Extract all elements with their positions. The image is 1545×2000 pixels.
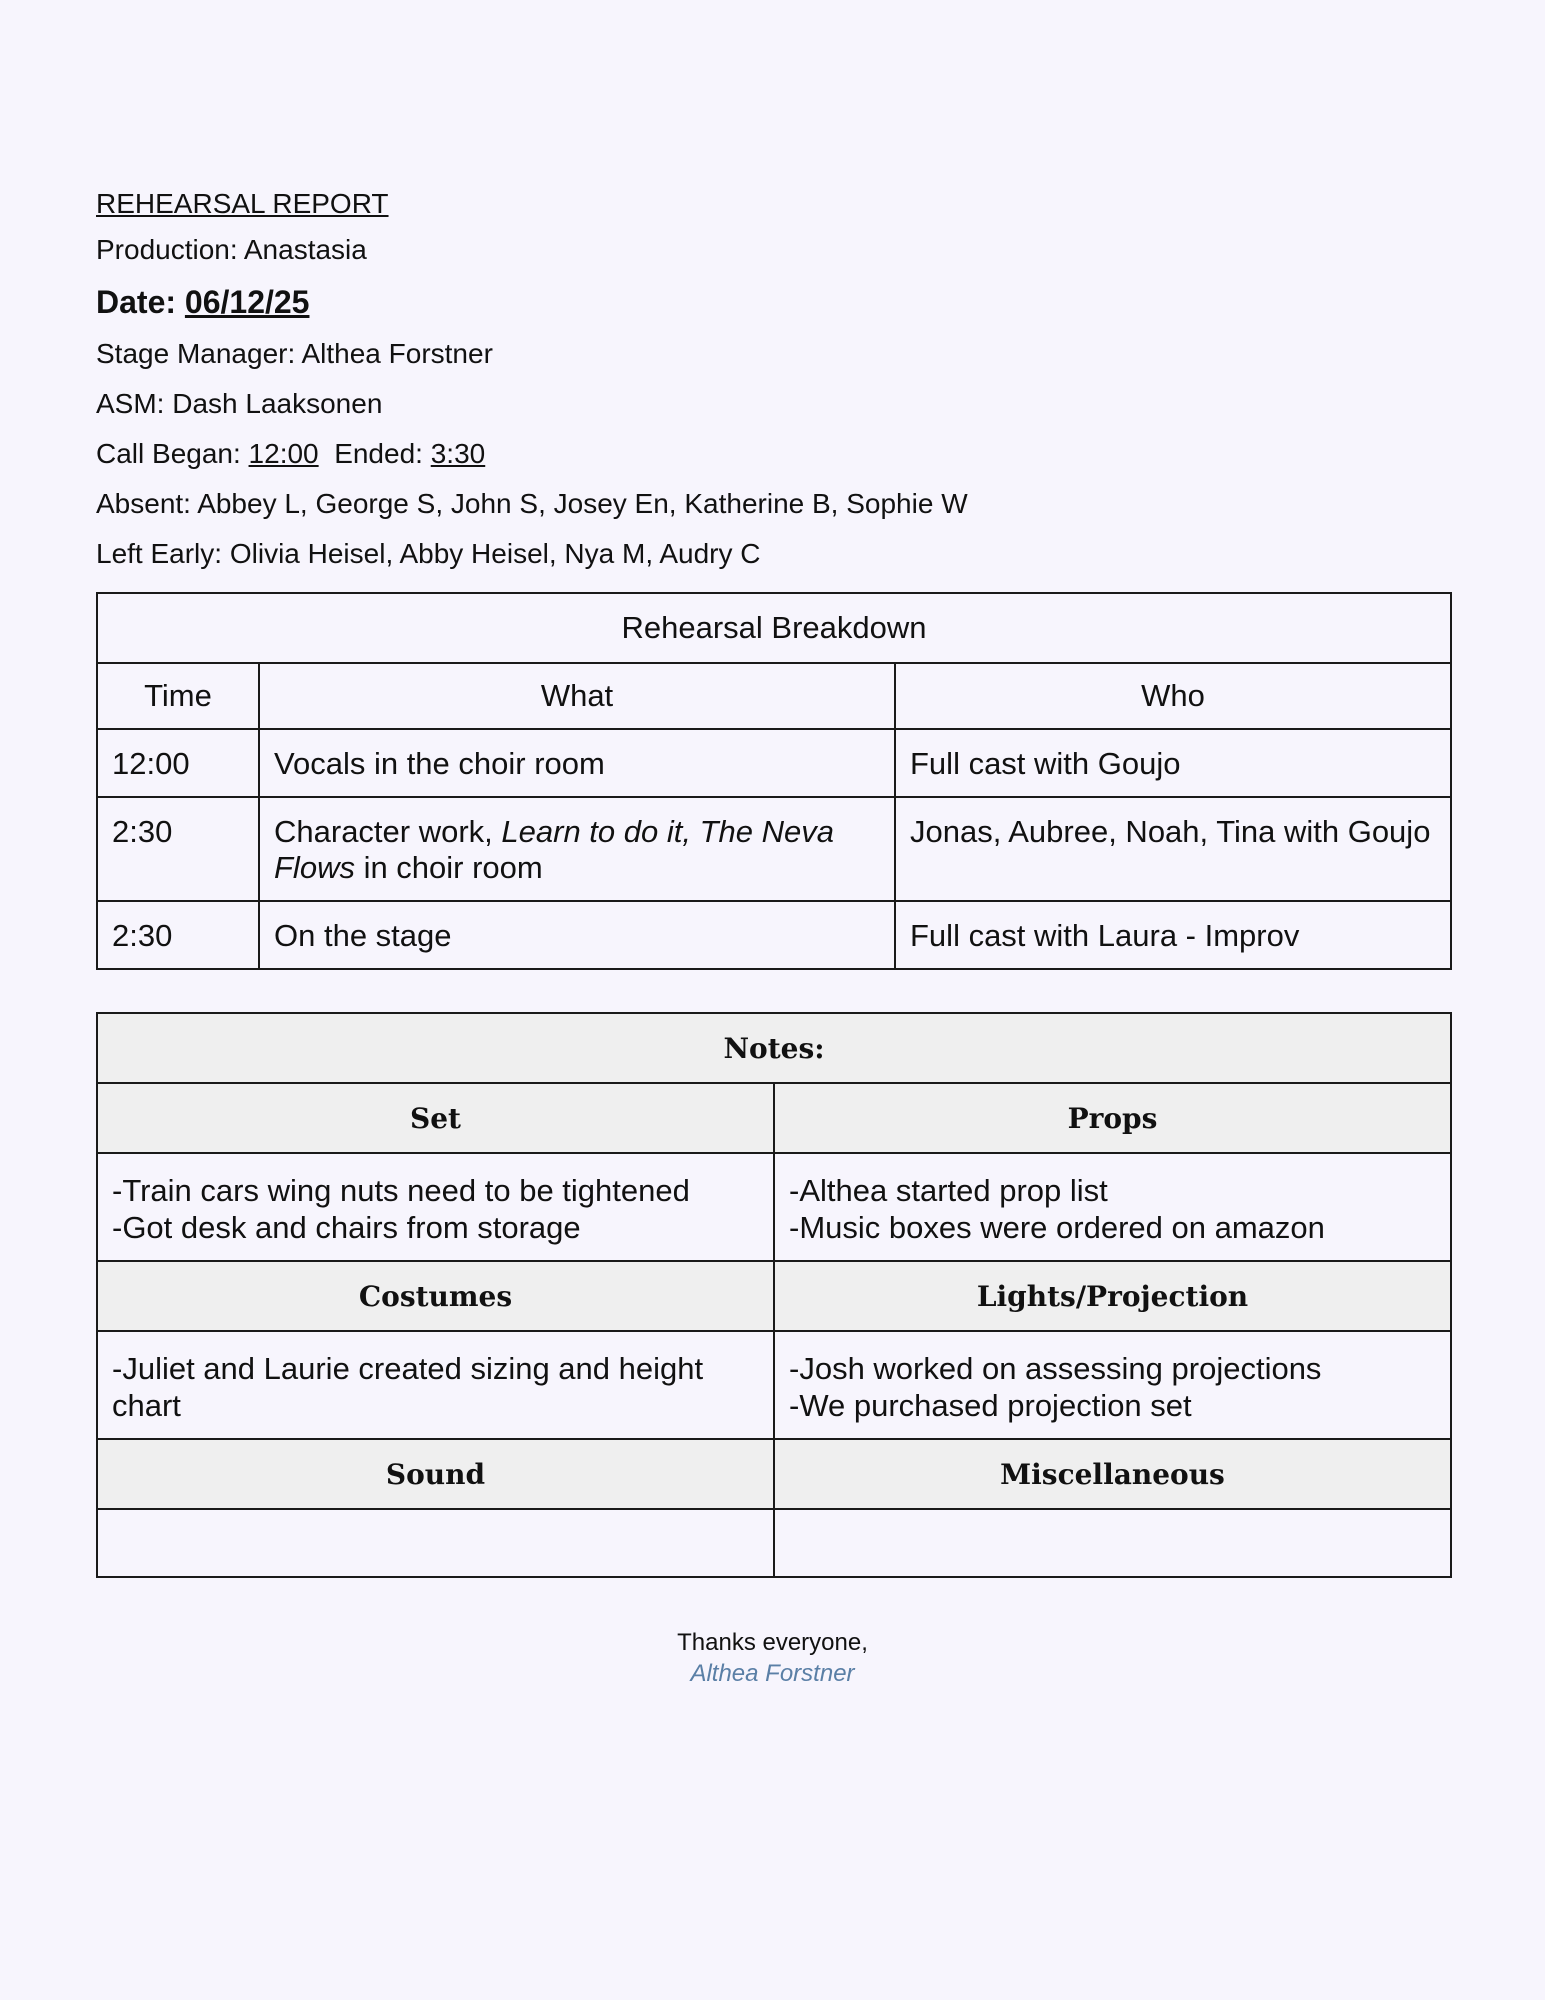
asm-value: Dash Laaksonen	[172, 388, 383, 419]
production-value: Anastasia	[243, 234, 367, 265]
absent-value: Abbey L, George S, John S, Josey En, Katherine B, Sophie W	[197, 488, 968, 519]
who-cell: Jonas, Aubree, Noah, Tina with Goujo	[895, 797, 1451, 901]
breakdown-header-row	[97, 663, 1451, 729]
costumes-header: Costumes	[97, 1261, 774, 1331]
breakdown-title: Rehearsal Breakdown	[97, 593, 1451, 663]
time-cell: 2:30	[97, 901, 259, 969]
time-cell: 12:00	[97, 729, 259, 797]
signature: Althea Forstner	[690, 1660, 855, 1687]
left-early-line	[96, 536, 1450, 572]
note-line: -We purchased projection set	[789, 1388, 1192, 1423]
call-began-value: 12:00	[248, 438, 319, 469]
absent-line	[96, 486, 1450, 522]
table-row	[97, 901, 1451, 969]
set-header: Set	[97, 1083, 774, 1153]
stage-manager-line	[96, 336, 1450, 372]
absent-label: Absent:	[96, 488, 191, 519]
who-cell: Full cast with Goujo	[895, 729, 1451, 797]
table-row	[97, 797, 1451, 901]
call-began-label: Call Began:	[96, 438, 241, 469]
note-line: -Music boxes were ordered on amazon	[789, 1210, 1325, 1245]
stage-manager-value: Althea Forstner	[301, 338, 493, 369]
notes-title: Notes:	[97, 1013, 1451, 1083]
ended-label: Ended:	[334, 438, 423, 469]
lights-notes	[774, 1331, 1451, 1439]
what-cell: On the stage	[259, 901, 895, 969]
breakdown-title-row	[97, 593, 1451, 663]
misc-notes	[774, 1509, 1451, 1577]
costumes-notes	[97, 1331, 774, 1439]
note-line: -Juliet and Laurie created sizing and height chart	[112, 1351, 704, 1423]
call-times-line	[96, 436, 1450, 472]
date-value: 06/12/25	[184, 284, 310, 320]
note-line: -Josh worked on assessing projections	[789, 1351, 1322, 1386]
production-line	[96, 232, 1450, 268]
notes-header-row	[97, 1439, 1451, 1509]
thanks-text: Thanks everyone,	[677, 1629, 868, 1656]
report-page	[96, 186, 1450, 1578]
what-cell: Vocals in the choir room	[259, 729, 895, 797]
notes-table	[96, 1012, 1452, 1578]
what-header: What	[259, 663, 895, 729]
left-early-value: Olivia Heisel, Abby Heisel, Nya M, Audry C	[229, 538, 761, 569]
props-notes	[774, 1153, 1451, 1261]
notes-header-row	[97, 1083, 1451, 1153]
note-line: -Got desk and chairs from storage	[112, 1210, 581, 1245]
props-header: Props	[774, 1083, 1451, 1153]
table-row	[97, 729, 1451, 797]
notes-body-row	[97, 1331, 1451, 1439]
date-line	[96, 282, 1450, 322]
notes-title-row	[97, 1013, 1451, 1083]
set-notes	[97, 1153, 774, 1261]
rehearsal-breakdown-table	[96, 592, 1452, 970]
production-label: Production:	[96, 234, 238, 265]
who-cell: Full cast with Laura - Improv	[895, 901, 1451, 969]
report-title: REHEARSAL REPORT	[96, 188, 389, 219]
what-text: Character work,	[274, 814, 502, 849]
asm-label: ASM:	[96, 388, 165, 419]
misc-header: Miscellaneous	[774, 1439, 1451, 1509]
notes-body-row	[97, 1509, 1451, 1577]
signoff	[0, 1628, 1545, 1690]
time-header: Time	[97, 663, 259, 729]
date-label: Date:	[96, 284, 177, 320]
sound-notes	[97, 1509, 774, 1577]
notes-header-row	[97, 1261, 1451, 1331]
note-line: -Althea started prop list	[789, 1173, 1108, 1208]
lights-header: Lights/Projection	[774, 1261, 1451, 1331]
left-early-label: Left Early:	[96, 538, 223, 569]
what-cell	[259, 797, 895, 901]
time-cell: 2:30	[97, 797, 259, 901]
who-header: Who	[895, 663, 1451, 729]
notes-body-row	[97, 1153, 1451, 1261]
what-text: in choir room	[354, 850, 543, 885]
ended-value: 3:30	[430, 438, 486, 469]
asm-line	[96, 386, 1450, 422]
song-titles: Learn to do it, The Neva Flows	[274, 814, 834, 885]
note-line: -Train cars wing nuts need to be tightened	[112, 1173, 690, 1208]
stage-manager-label: Stage Manager:	[96, 338, 296, 369]
sound-header: Sound	[97, 1439, 774, 1509]
